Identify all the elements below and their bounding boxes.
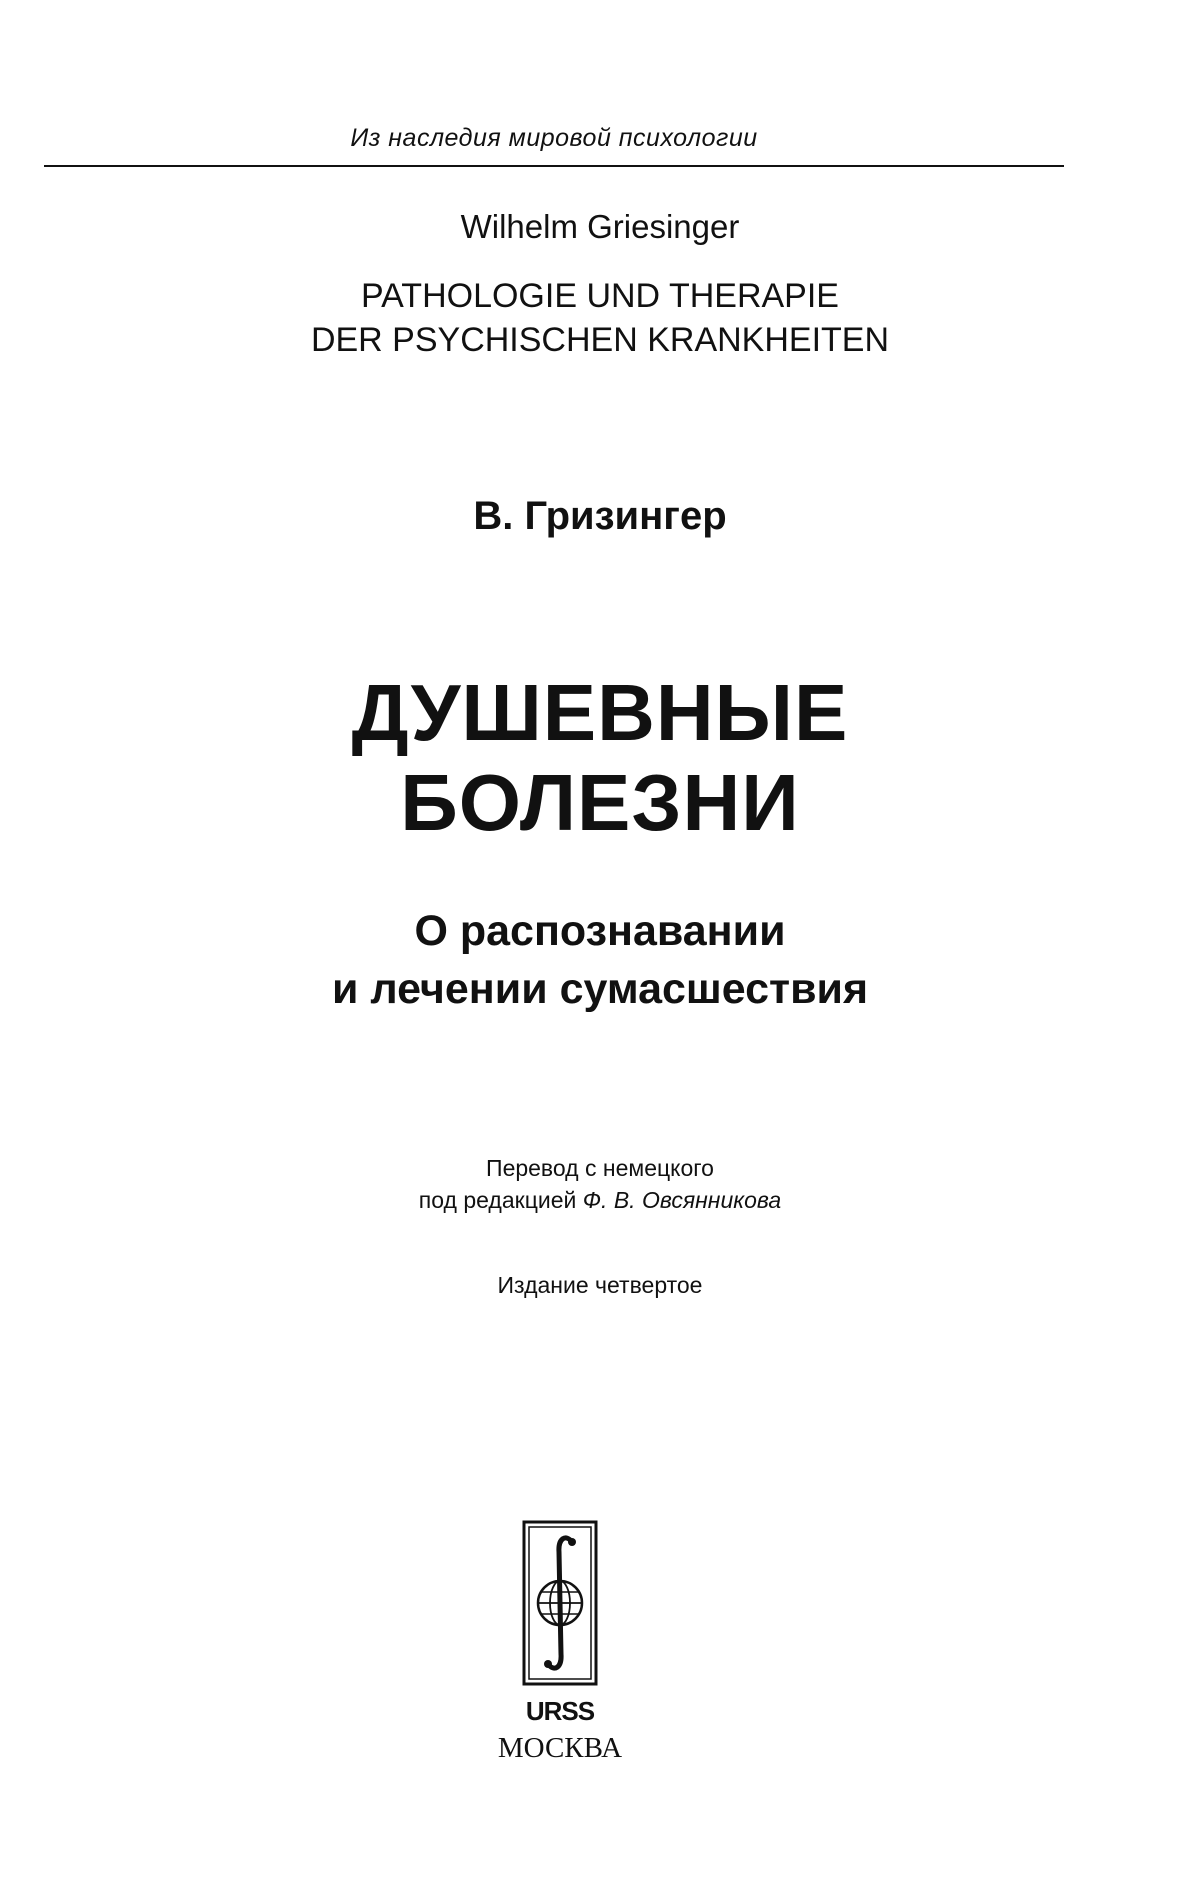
russian-title-line1: ДУШЕВНЫЕ bbox=[351, 668, 849, 757]
russian-title bbox=[0, 668, 1200, 848]
translation-line2 bbox=[0, 1184, 1200, 1216]
original-title bbox=[0, 274, 1200, 362]
original-title-line2: DER PSYCHISCHEN KRANKHEITEN bbox=[310, 321, 890, 359]
russian-subtitle-line1: О распознавании bbox=[414, 907, 786, 955]
integral-globe-logo-icon bbox=[522, 1520, 598, 1686]
russian-subtitle bbox=[0, 902, 1200, 1018]
russian-author: В. Гризингер bbox=[473, 494, 727, 538]
edition-note: Издание четвертое bbox=[497, 1272, 703, 1298]
translation-line1: Перевод с немецкого bbox=[486, 1155, 714, 1181]
series-divider bbox=[44, 165, 1064, 167]
translation-prefix: под редакцией bbox=[418, 1187, 577, 1213]
original-title-line1: PATHOLOGIE UND THERAPIE bbox=[361, 277, 839, 315]
translation-note bbox=[0, 1152, 1200, 1216]
original-author: Wilhelm Griesinger bbox=[460, 208, 740, 245]
russian-subtitle-line2: и лечении сумасшествия bbox=[331, 965, 869, 1013]
russian-title-line2: БОЛЕЗНИ bbox=[400, 758, 800, 847]
series-title: Из наследия мировой психологии bbox=[350, 124, 758, 152]
publisher-name: URSS bbox=[525, 1696, 595, 1726]
translation-editor: Ф. В. Овсянникова bbox=[582, 1187, 782, 1213]
publisher-city: МОСКВА bbox=[497, 1732, 623, 1764]
